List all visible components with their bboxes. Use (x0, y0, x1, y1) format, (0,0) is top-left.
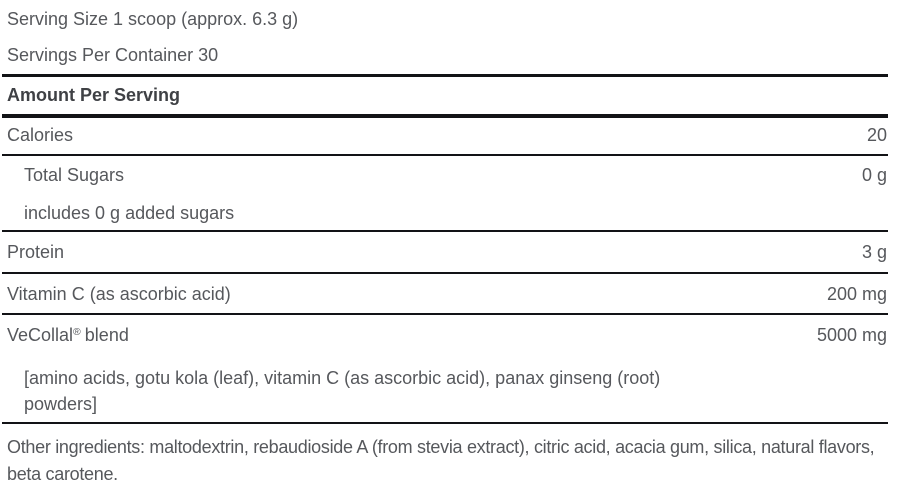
vecollal-blend-value: 5000 mg (816, 325, 887, 345)
servings-per-container-text: Servings Per Container 30 (7, 45, 219, 65)
registered-trademark-mark: ® (73, 326, 81, 338)
divider-sugars (2, 230, 888, 232)
calories-value: 20 (866, 125, 887, 145)
divider-protein (2, 272, 888, 274)
added-sugars-label: includes 0 g added sugars (24, 203, 235, 223)
blend-components: [amino acids, gotu kola (leaf), vitamin C (as ascorbic acid), panax ginseng (root) powders] (24, 368, 661, 414)
divider-top (2, 74, 888, 77)
vitamin-c-label: Vitamin C (as ascorbic acid) (7, 284, 231, 304)
vecollal-blend-word: blend (84, 325, 129, 345)
vecollal-brand: VeCollal (7, 325, 74, 345)
row-vitamin-c (0, 284, 900, 305)
total-sugars-value: 0 g (861, 165, 887, 185)
protein-label: Protein (7, 242, 65, 262)
vitamin-c-value: 200 mg (826, 284, 887, 304)
vecollal-blend-label (7, 322, 129, 346)
divider-other-ingredients (2, 422, 888, 424)
row-protein (0, 242, 900, 263)
divider-calories (2, 154, 888, 156)
row-vecollal-blend (0, 322, 900, 346)
row-total-sugars (0, 165, 900, 186)
total-sugars-label: Total Sugars (24, 165, 125, 185)
divider-header (2, 114, 888, 118)
divider-vitamin-c (2, 313, 888, 315)
serving-size-text: Serving Size 1 scoop (approx. 6.3 g) (7, 9, 299, 29)
other-ingredients: Other ingredients: maltodextrin, rebaudioside A (from stevia extract), citric acid, acacia gum, silica, natural flavors, beta carotene. (7, 437, 875, 483)
calories-label: Calories (7, 125, 74, 145)
protein-value: 3 g (861, 242, 887, 262)
row-added-sugars (0, 203, 900, 224)
amount-per-serving-header: Amount Per Serving (7, 85, 181, 105)
row-calories (0, 125, 900, 146)
